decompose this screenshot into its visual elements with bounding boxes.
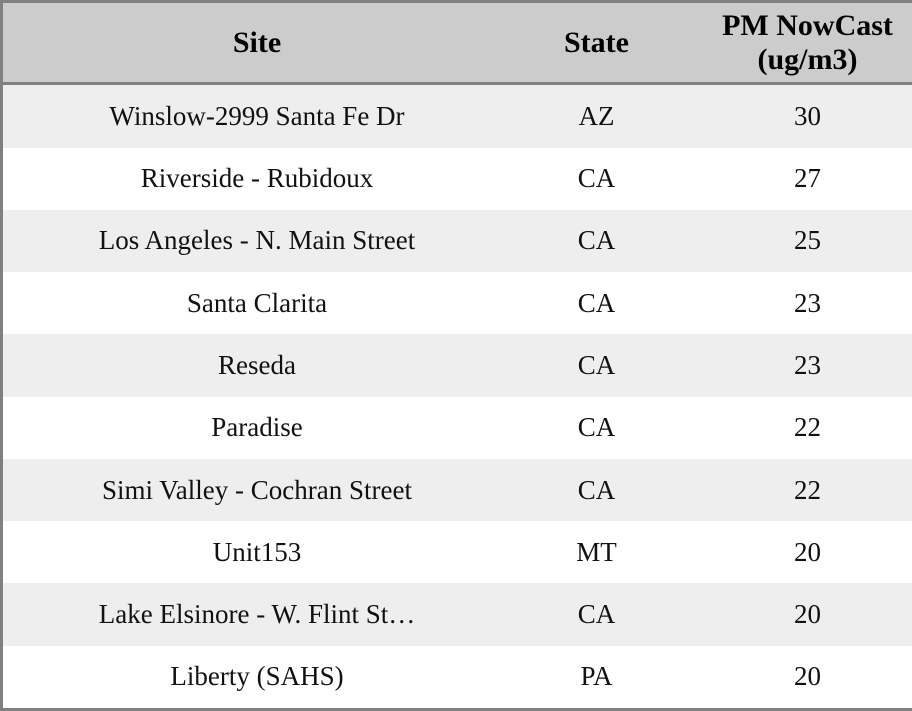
column-header-state[interactable]: State [511, 3, 682, 84]
cell-site: Liberty (SAHS) [170, 661, 344, 692]
cell-site: Unit153 [212, 536, 302, 567]
cell-site: Simi Valley - Cochran Street [102, 474, 412, 505]
table-header-row [3, 3, 912, 84]
cell-state: CA [577, 599, 616, 630]
cell-value: 20 [794, 661, 821, 692]
cell-state: CA [577, 412, 616, 443]
cell-site: Santa Clarita [186, 287, 328, 318]
cell-site: Riverside - Rubidoux [140, 163, 374, 194]
table-row [3, 459, 912, 521]
cell-value: 30 [794, 100, 821, 131]
table-row [3, 272, 912, 334]
cell-state: AZ [578, 100, 615, 131]
cell-state: MT [576, 536, 617, 567]
table-body [3, 84, 912, 708]
cell-value: 23 [794, 349, 821, 380]
table-row [3, 646, 912, 708]
cell-state: CA [577, 225, 616, 256]
cell-state: CA [577, 287, 616, 318]
cell-state: CA [577, 474, 616, 505]
cell-site: Los Angeles - N. Main Street [98, 225, 416, 256]
column-header-site[interactable]: Site [3, 3, 511, 84]
cell-site: Paradise [211, 412, 303, 443]
cell-state: CA [577, 349, 616, 380]
table-row [3, 148, 912, 210]
cell-value: 20 [794, 536, 821, 567]
cell-value: 22 [794, 474, 821, 505]
cell-site: Lake Elsinore - W. Flint St… [98, 599, 416, 630]
column-header-pm-nowcast[interactable]: PM NowCast (ug/m3) [682, 3, 912, 84]
table-row [3, 210, 912, 272]
cell-value: 23 [794, 287, 821, 318]
cell-site: Winslow-2999 Santa Fe Dr [109, 100, 405, 131]
table-row [3, 397, 912, 459]
cell-value: 27 [794, 163, 821, 194]
air-quality-table [3, 3, 912, 708]
table-row [3, 583, 912, 645]
cell-state: CA [577, 163, 616, 194]
table-row [3, 84, 912, 148]
cell-value: 25 [794, 225, 821, 256]
table-row [3, 334, 912, 396]
cell-value: 20 [794, 599, 821, 630]
cell-state: PA [580, 661, 613, 692]
cell-site: Reseda [218, 349, 296, 380]
table-header [3, 3, 912, 84]
cell-value: 22 [794, 412, 821, 443]
table-row [3, 521, 912, 583]
